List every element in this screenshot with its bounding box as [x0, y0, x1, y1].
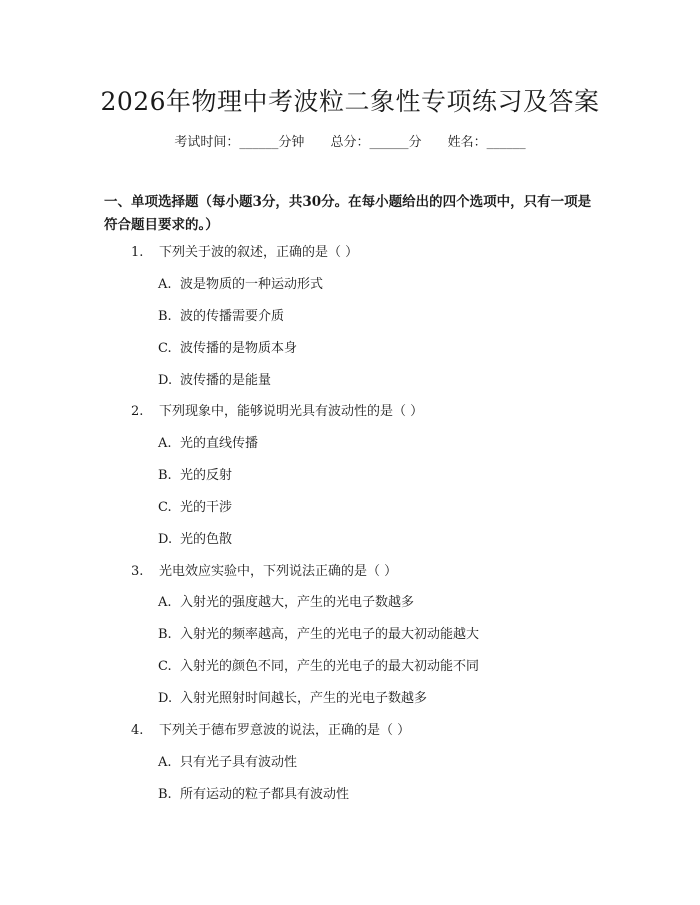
option-letter: A. [158, 436, 172, 451]
question-text: 下列现象中，能够说明光具有波动性的是（ ） [159, 404, 424, 419]
question-number: 1. [131, 245, 144, 260]
option-text: 波是物质的一种运动形式 [180, 277, 324, 292]
option-text: 光的反射 [180, 468, 233, 483]
document-title: 2026年物理中考波粒二象性专项练习及答案 [100, 87, 600, 116]
student-name-field: 姓名：______ [447, 135, 526, 150]
option-text: 光的干涉 [180, 500, 233, 515]
option-letter: D. [158, 373, 173, 388]
question-3-option-d [158, 690, 427, 708]
section-heading: 一、单项选择题（每小题3分，共30分。在每小题给出的四个选项中，只有一项是符合题目要求的。） [104, 194, 592, 233]
option-letter: B. [158, 309, 172, 324]
question-3 [131, 563, 397, 581]
option-text: 入射光照射时间越长，产生的光电子数越多 [180, 691, 428, 706]
option-text: 波传播的是物质本身 [180, 341, 298, 356]
option-letter: A. [158, 755, 172, 770]
question-1-option-a [158, 276, 323, 294]
option-letter: D. [158, 532, 173, 547]
option-letter: B. [158, 468, 172, 483]
question-4 [131, 722, 410, 740]
option-text: 入射光的频率越高，产生的光电子的最大初动能越大 [180, 627, 480, 642]
question-number: 2. [131, 404, 144, 419]
option-text: 只有光子具有波动性 [180, 755, 298, 770]
question-1 [131, 244, 358, 262]
question-text: 下列关于德布罗意波的说法，正确的是（ ） [159, 723, 411, 738]
question-text: 下列关于波的叙述，正确的是（ ） [159, 245, 359, 260]
question-2-option-a [158, 435, 258, 453]
exam-time-field: 考试时间：______分钟 [174, 135, 305, 150]
total-score-field: 总分：______分 [330, 135, 422, 150]
option-letter: C. [158, 341, 172, 356]
question-number: 4. [131, 723, 144, 738]
option-letter: B. [158, 627, 172, 642]
option-text: 光的直线传播 [180, 436, 259, 451]
question-4-option-a [158, 754, 297, 772]
option-text: 波的传播需要介质 [180, 309, 285, 324]
question-2 [131, 403, 423, 421]
question-3-option-c [158, 658, 479, 676]
question-3-option-a [158, 594, 414, 612]
question-number: 3. [131, 564, 144, 579]
question-2-option-d [158, 531, 232, 549]
option-text: 波传播的是能量 [180, 373, 272, 388]
option-text: 入射光的颜色不同，产生的光电子的最大初动能不同 [180, 659, 480, 674]
question-1-option-d [158, 372, 271, 390]
option-text: 光的色散 [180, 532, 233, 547]
option-letter: A. [158, 595, 172, 610]
option-text: 入射光的强度越大，产生的光电子数越多 [180, 595, 415, 610]
option-letter: A. [158, 277, 172, 292]
question-4-option-b [158, 786, 349, 804]
question-1-option-c [158, 340, 297, 358]
option-letter: C. [158, 500, 172, 515]
option-letter: D. [158, 691, 173, 706]
question-1-option-b [158, 308, 284, 326]
question-3-option-b [158, 626, 479, 644]
option-letter: C. [158, 659, 172, 674]
option-letter: B. [158, 787, 172, 802]
exam-info-line [0, 131, 700, 150]
option-text: 所有运动的粒子都具有波动性 [180, 787, 350, 802]
question-2-option-c [158, 499, 232, 517]
question-text: 光电效应实验中，下列说法正确的是（ ） [159, 564, 398, 579]
question-2-option-b [158, 467, 232, 485]
